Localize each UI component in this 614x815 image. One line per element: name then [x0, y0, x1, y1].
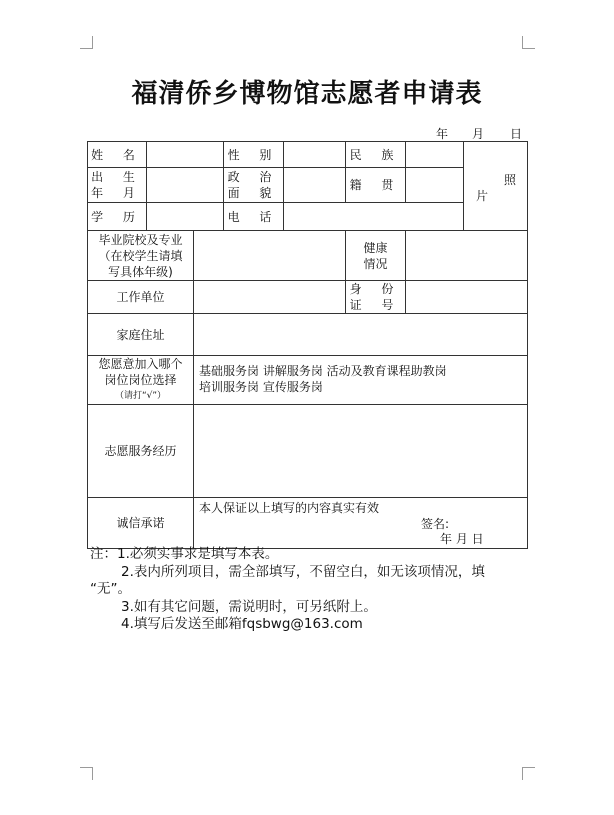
position-label-line-1: 您愿意加入哪个: [98, 357, 183, 371]
notes-section: [90, 546, 530, 634]
workplace-label: 工作单位: [88, 281, 194, 314]
native-place-label: 籍 贯: [346, 168, 406, 203]
note-line-4: 3.如有其它问题，需说明时，可另纸附上。: [121, 598, 377, 615]
corner-mark-bottom-left: [80, 767, 93, 780]
pledge-text: 本人保证以上填写的内容真实有效: [199, 501, 380, 515]
workplace-field[interactable]: [194, 281, 346, 314]
corner-mark-top-left: [80, 36, 93, 49]
health-field[interactable]: [406, 231, 528, 281]
application-form-table: [87, 141, 528, 549]
corner-mark-bottom-right: [522, 767, 535, 780]
birth-label-line-1: 出 生: [91, 170, 143, 184]
ethnicity-field[interactable]: [406, 142, 464, 168]
form-title: 福清侨乡博物馆志愿者申请表: [131, 79, 483, 109]
name-field[interactable]: [147, 142, 224, 168]
id-label-line-1: 身 份: [349, 282, 402, 296]
position-choice-label: [88, 356, 194, 405]
integrity-pledge-label: 诚信承诺: [88, 498, 194, 549]
position-options-line-1[interactable]: 基础服务岗 讲解服务岗 活动及教育课程助教岗: [199, 364, 447, 378]
id-number-label: [346, 281, 406, 314]
position-label-line-3: （请打“√”）: [114, 391, 167, 401]
birth-label-line-2: 年 月: [91, 186, 143, 200]
date-year-label: 年: [436, 127, 449, 141]
name-label: 姓 名: [88, 142, 147, 168]
photo-label-2: 片: [476, 189, 489, 203]
phone-label: 电 话: [224, 203, 284, 231]
birth-date-field[interactable]: [147, 168, 224, 203]
gender-label: 性 别: [224, 142, 284, 168]
note-line-3: “无”。: [90, 581, 131, 597]
education-label: 学 历: [88, 203, 147, 231]
note-line-5: 4.填写后发送至邮箱fqsbwg@163.com: [121, 616, 363, 632]
political-label-line-2: 面 貌: [227, 186, 280, 200]
health-label: [346, 231, 406, 281]
integrity-pledge-cell[interactable]: [194, 498, 528, 549]
id-label-line-2: 证 号: [349, 298, 402, 312]
education-field[interactable]: [147, 203, 224, 231]
position-options-line-2[interactable]: 培训服务岗 宣传服务岗: [199, 380, 323, 394]
date-month-label: 月: [472, 127, 485, 141]
school-label-line-1: 毕业院校及专业: [98, 232, 183, 247]
political-label-line-1: 政 治: [227, 170, 280, 184]
gender-field[interactable]: [284, 142, 346, 168]
photo-label-1: 照: [504, 173, 517, 187]
native-place-field[interactable]: [406, 168, 464, 203]
school-major-label: [88, 231, 194, 281]
volunteer-experience-field[interactable]: [194, 405, 528, 498]
pledge-date: 年 月 日: [440, 532, 484, 546]
date-day-label: 日: [510, 127, 523, 141]
political-status-field[interactable]: [284, 168, 346, 203]
photo-box[interactable]: [464, 142, 528, 231]
phone-field[interactable]: [284, 203, 464, 231]
health-label-line-1: 健康: [363, 240, 388, 255]
political-status-label: [224, 168, 284, 203]
corner-mark-top-right: [522, 36, 535, 49]
id-number-field[interactable]: [406, 281, 528, 314]
position-label-line-2: 岗位岗位选择: [104, 373, 177, 387]
school-label-line-2: （在校学生请填: [98, 248, 183, 263]
address-label: 家庭住址: [88, 314, 194, 356]
position-options-cell[interactable]: [194, 356, 528, 405]
health-label-line-2: 情况: [363, 256, 388, 271]
volunteer-experience-label: 志愿服务经历: [88, 405, 194, 498]
school-major-field[interactable]: [194, 231, 346, 281]
address-field[interactable]: [194, 314, 528, 356]
note-line-2: 2.表内所列项目，需全部填写，不留空白，如无该项情况，填: [121, 563, 485, 580]
school-label-line-3: 写具体年级): [108, 264, 173, 279]
note-line-1: 注：1.必须实事求是填写本表。: [90, 546, 279, 562]
signature-label: 签名:: [421, 517, 450, 531]
ethnicity-label: 民 族: [346, 142, 406, 168]
birth-date-label: [88, 168, 147, 203]
